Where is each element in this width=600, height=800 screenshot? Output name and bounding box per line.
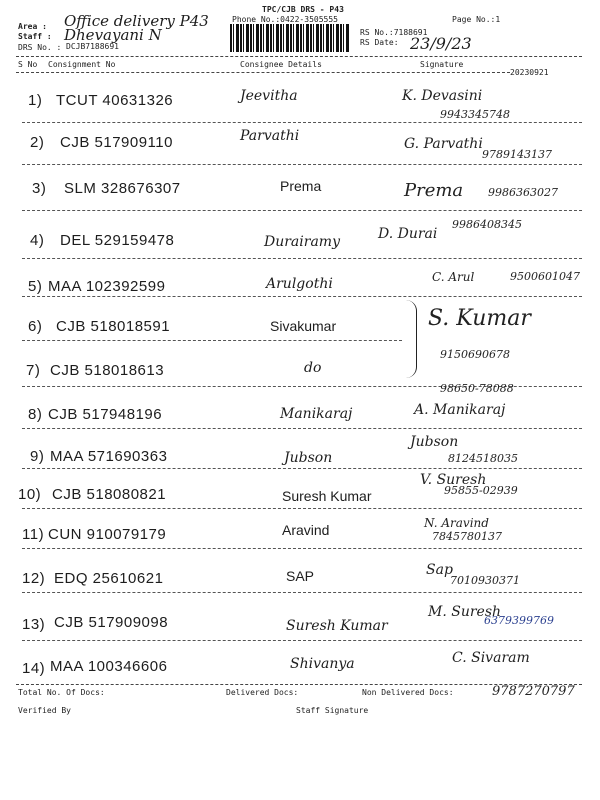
rs-date-label: RS Date: [360, 38, 399, 47]
row-sno: 13) [22, 616, 46, 633]
signature: Sap [426, 562, 453, 578]
row-sno: 8) [28, 406, 43, 423]
consignee-name: Arulgothi [266, 276, 333, 292]
consignment-number: MAA 571690363 [50, 448, 168, 465]
consignment-number: SLM 328676307 [64, 180, 181, 197]
row-sno: 11) [22, 526, 45, 543]
column-consignee-details: Consignee Details [240, 60, 322, 69]
phone-number: Phone No.:0422-3505555 [232, 15, 338, 24]
print-date: 20230921 [510, 68, 549, 77]
consignee-name: Prema [280, 178, 322, 194]
phone-number: 9986408345 [452, 218, 522, 231]
row-sno: 6) [28, 318, 43, 335]
phone-number: 98650-78088 [440, 382, 514, 395]
row-divider [22, 548, 582, 549]
staff-value: Dhevayani N [64, 26, 162, 44]
row-divider [22, 258, 582, 259]
drs-number: DCJB7188691 [66, 42, 119, 51]
verified-by-label: Verified By [18, 706, 71, 715]
phone-number: 9150690678 [440, 348, 510, 361]
row-divider [22, 340, 402, 341]
consignee-name: SAP [286, 568, 315, 584]
consignment-number: MAA 100346606 [50, 658, 168, 675]
row-sno: 10) [18, 486, 42, 503]
consignee-name: Suresh Kumar [282, 488, 372, 504]
row-divider [22, 210, 582, 211]
non-delivered-docs-label: Non Delivered Docs: [362, 688, 454, 697]
row-divider [22, 592, 582, 593]
signature: A. Manikaraj [414, 402, 506, 418]
signature: C. Arul [432, 270, 475, 284]
row-divider [22, 122, 582, 123]
delivered-docs-label: Delivered Docs: [226, 688, 299, 697]
row-divider [22, 296, 582, 297]
signature: Jubson [410, 434, 459, 450]
phone-number: 8124518035 [448, 452, 518, 465]
staff-signature-label: Staff Signature [296, 706, 369, 715]
rs-date-value: 23/9/23 [410, 34, 472, 53]
phone-number: 9787270797 [492, 684, 575, 699]
column-signature: Signature [420, 60, 464, 69]
consignment-number: CJB 518080821 [52, 486, 167, 503]
consignment-number: CJB 517948196 [48, 406, 163, 423]
consignment-number: CJB 517909098 [54, 614, 169, 631]
phone-number: 9500601047 [510, 270, 580, 283]
phone-number: 9789143137 [482, 148, 552, 161]
signature: D. Durai [378, 226, 438, 242]
consignee-name: do [304, 360, 322, 376]
consignment-number: CUN 910079179 [48, 526, 167, 543]
header-divider [16, 56, 582, 57]
row-sno: 5) [28, 278, 43, 295]
phone-number: 95855-02939 [444, 484, 518, 497]
consignment-number: CJB 518018591 [56, 318, 171, 335]
row-sno: 14) [22, 660, 46, 677]
signature: N. Aravind [424, 516, 489, 530]
signature: C. Sivaram [452, 650, 530, 666]
row-sno: 2) [30, 134, 45, 151]
consignee-name: Jeevitha [240, 88, 298, 104]
drs-label: DRS No. : [18, 43, 62, 52]
phone-number: 6379399769 [484, 614, 554, 627]
signature: K. Devasini [402, 88, 483, 104]
row-divider [22, 164, 582, 165]
row-divider [22, 468, 582, 469]
rs-number: RS No.:7188691 [360, 28, 428, 37]
consignment-number: TCUT 40631326 [56, 92, 174, 109]
column-divider [16, 72, 510, 73]
area-value: Office delivery P43 [64, 12, 209, 30]
column-sno: S No [18, 60, 38, 69]
consignee-name: Manikaraj [280, 406, 353, 422]
barcode [230, 24, 350, 52]
footer-divider [16, 684, 582, 685]
row-sno: 1) [28, 92, 43, 109]
staff-label: Staff : [18, 32, 52, 41]
consignment-number: MAA 102392599 [48, 278, 166, 295]
column-consignment: Consignment No [48, 60, 116, 69]
page-number: Page No.:1 [452, 15, 501, 24]
total-docs-label: Total No. Of Docs: [18, 688, 105, 697]
consignee-name: Jubson [284, 450, 333, 466]
consignment-number: CJB 517909110 [60, 134, 173, 151]
consignee-name: Suresh Kumar [286, 618, 388, 634]
consignee-name: Durairamy [264, 234, 340, 250]
row-sno: 4) [30, 232, 45, 249]
row-sno: 9) [30, 448, 45, 465]
consignee-name: Sivakumar [270, 318, 337, 334]
consignee-name: Aravind [282, 522, 330, 538]
signature: V. Suresh [420, 472, 487, 488]
signature: M. Suresh [428, 604, 502, 620]
row-divider [22, 640, 582, 641]
area-label: Area : [18, 22, 47, 31]
phone-number: 9986363027 [488, 186, 558, 199]
document-title: TPC/CJB DRS - P43 [262, 5, 344, 14]
row-divider [22, 428, 582, 429]
phone-number: 9943345748 [440, 108, 510, 121]
consignee-name: Shivanya [290, 656, 355, 672]
consignment-number: EDQ 25610621 [54, 570, 164, 587]
row-sno: 3) [32, 180, 47, 197]
consignment-number: CJB 518018613 [50, 362, 165, 379]
row-sno: 12) [22, 570, 46, 587]
row-sno: 7) [26, 362, 41, 379]
signature: S. Kumar [428, 306, 531, 331]
consignment-number: DEL 529159478 [60, 232, 175, 249]
consignee-name: Parvathi [240, 128, 300, 144]
phone-number: 7845780137 [432, 530, 502, 543]
row-divider [22, 508, 582, 509]
signature: Prema [404, 180, 464, 201]
phone-number: 7010930371 [450, 574, 520, 587]
bracket-mark [406, 300, 417, 378]
signature: G. Parvathi [404, 136, 483, 152]
